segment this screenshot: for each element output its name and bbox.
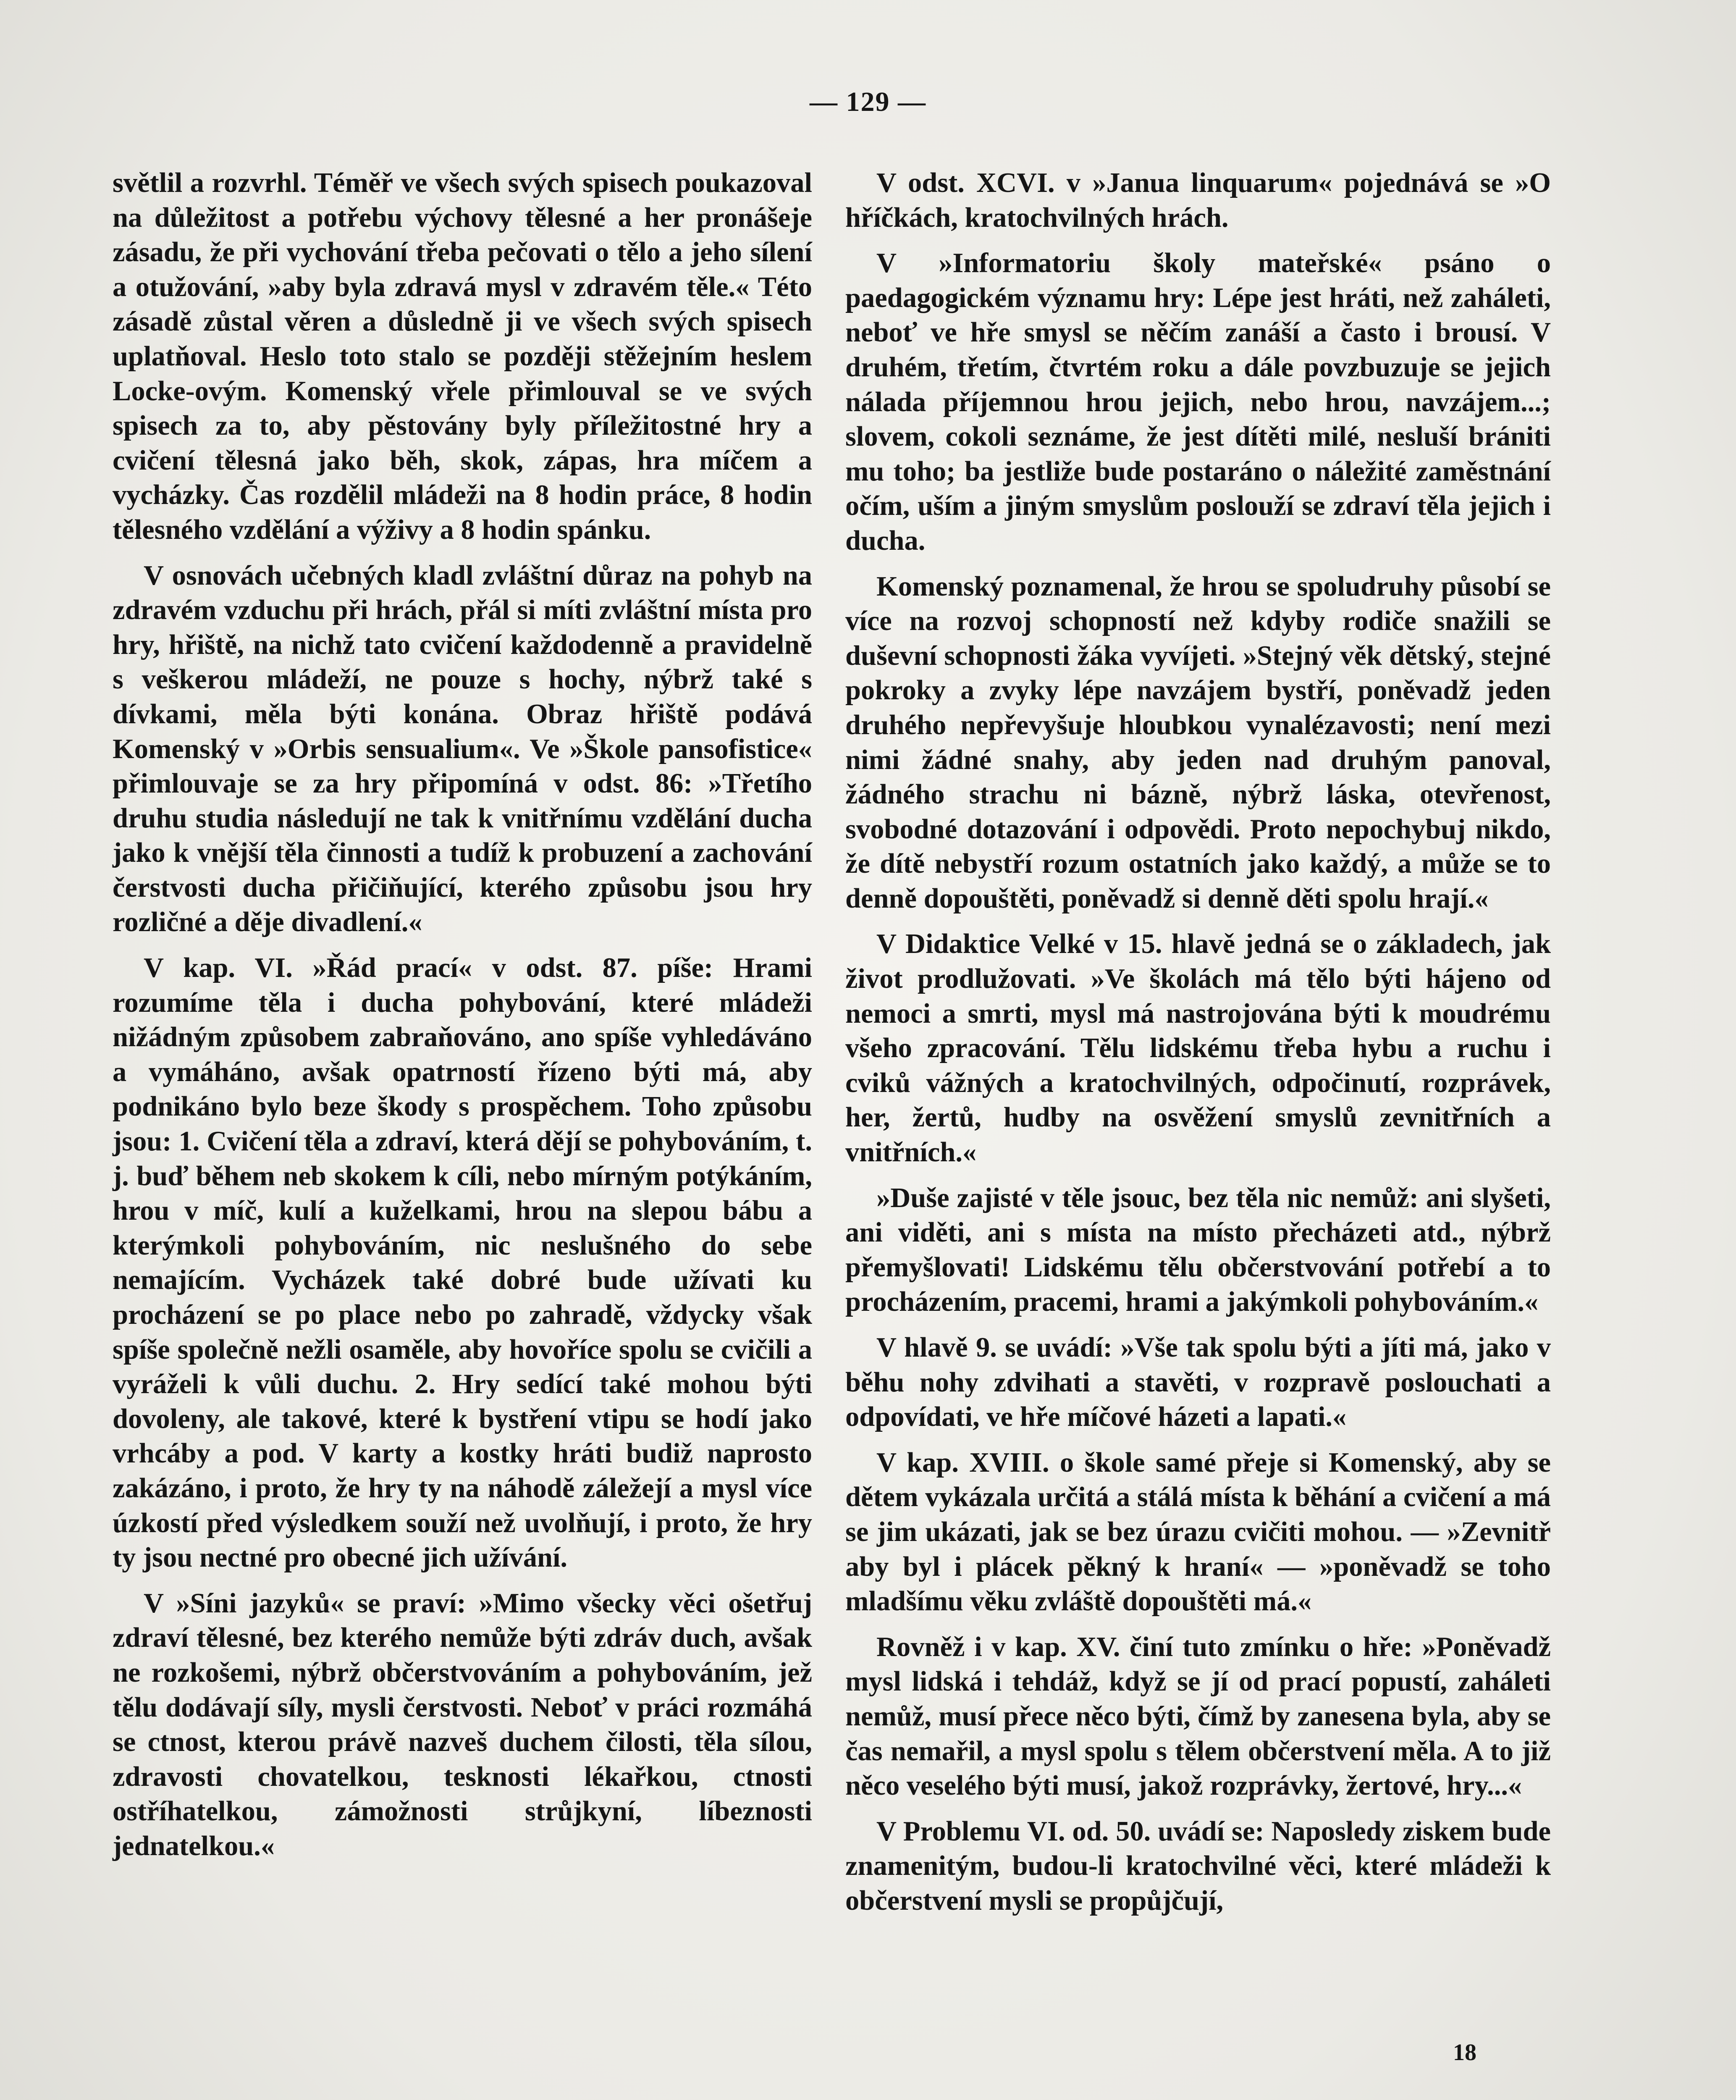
paragraph: V »Informatoriu školy mateřské« psáno o paedagogickém významu hry: Lépe jest hráti, než zaháleti, neboť ve hře smysl se něčím zanáší a často i brousí. V druhém, třetím, čtvrtém roku a dále povzbuzuje se jejich nálada příjemnou hrou jejich, nebo hrou, navzájem...; slovem, cokoli seznáme, že jest dítěti milé, nesluší brániti mu toho; ba jestliže bude postaráno o náležité zaměstnání očím, uším a jiným smyslům poslouží se zdraví těla jejich i ducha. — [845, 248, 1551, 556]
paragraph: světlil a rozvrhl. Téměř ve všech svých spisech poukazoval na důležitost a potřebu výchovy tělesné a her pronášeje zásadu, že při vychování třeba pečovati o tělo a jeho sílení a otužování, »aby byla zdravá mysl v zdravém těle.« Této zásadě zůstal věren a důsledně ji ve všech svých spisech uplatňoval. Heslo toto stalo se později stěžejním heslem Locke-ovým. Komenský vřele přimlouval se ve svých spisech za to, aby pěstovány byly příležitostné hry a cvičení tělesná jako běh, skok, zápas, hra míčem a vycházky. Čas rozdělil mládeži na 8 hodin práce, 8 hodin tělesného vzdělání a výživy a 8 hodin spánku. — [113, 168, 812, 545]
paragraph: Rovněž i v kap. XV. činí tuto zmínku o hře: »Poněvadž mysl lidská i tehdáž, když se jí od prací popustí, zaháleti nemůž, musí přece něco býti, čímž by zanesena byla, aby se čas nemařil, a mysl spolu s tělem občerstvení měla. A to již něco veselého býti musí, jakož rozprávky, žertové, hry...« — [845, 1631, 1551, 1801]
paragraph: Komenský poznamenal, že hrou se spoludruhy působí se více na rozvoj schopností než kdyby rodiče snažili se duševní schopnosti žáka vyvíjeti. »Stejný věk dětský, stejné pokroky a zvyky lépe navzájem bystří, poněvadž jeden druhého nepřevyšuje hloubkou vynalézavosti; není mezi nimi žádné snahy, aby jeden nad druhým panoval, žádného strachu ni bázně, nýbrž láska, otevřenost, svobodné dotazování i odpovědi. Proto nepochybuj nikdo, že dítě nebystří rozum ostatních jako každý, a může se to denně dopouštěti, poněvadž si denně děti spolu hrají.« — [845, 571, 1551, 914]
paragraph: V kap. XVIII. o škole samé přeje si Komenský, aby se dětem vykázala určitá a stálá místa k běhání a cvičení a má se jim ukázati, jak se bez úrazu cvičiti mohou. — »Zevnitř aby byl i plácek pěkný k hraní« — »poněvadž se toho mladšímu věku zvláště dopouštěti má.« — [845, 1447, 1551, 1617]
paragraph: V kap. VI. »Řád prací« v odst. 87. píše: Hrami rozumíme těla i ducha pohybování, které mládeži nižádným způsobem zabraňováno, ano spíše vyhledáváno a vymáháno, avšak opatrností řízeno býti má, aby podnikáno bylo beze škody s prospěchem. Toho způsobu jsou: 1. Cvičení těla a zdraví, která dějí se pohybováním, t. j. buď během neb skokem k cíli, nebo mírným potýkáním, hrou v míč, kulí a kuželkami, hrou na slepou bábu a kterýmkoli pohybováním, nic neslušného do sebe nemajícím. Vycházek také dobré bude užívati ku procházení se po place nebo po zahradě, vždycky však spíše společně nežli osaměle, aby hovoříce spolu se cvičili a vyráželi k vůli duchu. 2. Hry sedící také mohou býti dovoleny, ale takové, které k bystření vtipu se hodí jako vrhcáby a pod. V karty a kostky hráti budiž naprosto zakázáno, i proto, že hry ty na náhodě záležejí a mysl více úzkostí před výsledkem souží než uvolňují, i proto, že hry ty jsou nectné pro obecné jich užívání. — [113, 953, 812, 1573]
sheet-signature: 18 — [1453, 2040, 1476, 2066]
paragraph: V hlavě 9. se uvádí: »Vše tak spolu býti a jíti má, jako v běhu nohy zdvihati a stavěti, v rozpravě poslouchati a odpovídati, ve hře míčové házeti a lapati.« — [845, 1332, 1551, 1433]
paragraph: V Problemu VI. od. 50. uvádí se: Naposledy ziskem bude znamenitým, budou-li kratochvilné věci, které mládeži k občerstvení mysli se propůjčují, — [845, 1816, 1551, 1916]
paragraph: »Duše zajisté v těle jsouc, bez těla nic nemůž: ani slyšeti, ani viděti, ani s místa na místo přecházeti atd., nýbrž přemyšlovati! Lidskému tělu občerstvování potřebí a to procházením, pracemi, hrami a jakýmkoli pohybováním.« — [845, 1182, 1551, 1318]
left-column — [113, 166, 812, 1875]
paragraph: V Didaktice Velké v 15. hlavě jedná se o základech, jak život prodlužovati. »Ve školách má tělo býti hájeno od nemoci a smrti, mysl má nastrojována býti k moudrému všeho zpracování. Tělu lidskému třeba hybu a ruchu i cviků vážných a kratochvilných, odpočinutí, rozprávek, her, žertů, hudby na osvěžení smyslů zevnitřních a vnitřních.« — [845, 929, 1551, 1168]
page-number: — 129 — — [810, 87, 926, 117]
right-column — [845, 166, 1551, 1929]
paragraph: V osnovách učebných kladl zvláštní důraz na pohyb na zdravém vzduchu při hrách, přál si míti zvláštní místa pro hry, hřiště, na nichž tato cvičení každodenně a pravidelně s veškerou mládeží, ne pouze s hochy, nýbrž také s dívkami, měla býti konána. Obraz hřiště podává Komenský v »Orbis sensualium«. Ve »Škole pansofistice« přimlouvaje se za hry připomíná v odst. 86: »Třetího druhu studia následují ne tak k vnitřnímu vzdělání ducha jako k vnější těla činnosti a tudíž k probuzení a zachování čerstvosti ducha přičiňující, kterého způsobu jsou hry rozličné a děje divadlení.« — [113, 560, 812, 938]
paragraph: V odst. XCVI. v »Janua linquarum« pojednává se »O hříčkách, kratochvilných hrách. — [845, 168, 1551, 233]
paragraph: V »Síni jazyků« se praví: »Mimo všecky věci ošetřuj zdraví tělesné, bez kterého nemůže býti zdráv duch, avšak ne rozkošemi, nýbrž občerstvováním a pohybováním, jež tělu dodávají síly, mysli čerstvosti. Neboť v práci rozmáhá se ctnost, kterou právě nazveš duchem čilosti, těla sílou, zdravosti chovatelkou, tesknosti lékařkou, ctnosti ostříhatelkou, zámožnosti strůjkyní, líbeznosti jednatelkou.« — [113, 1588, 812, 1861]
